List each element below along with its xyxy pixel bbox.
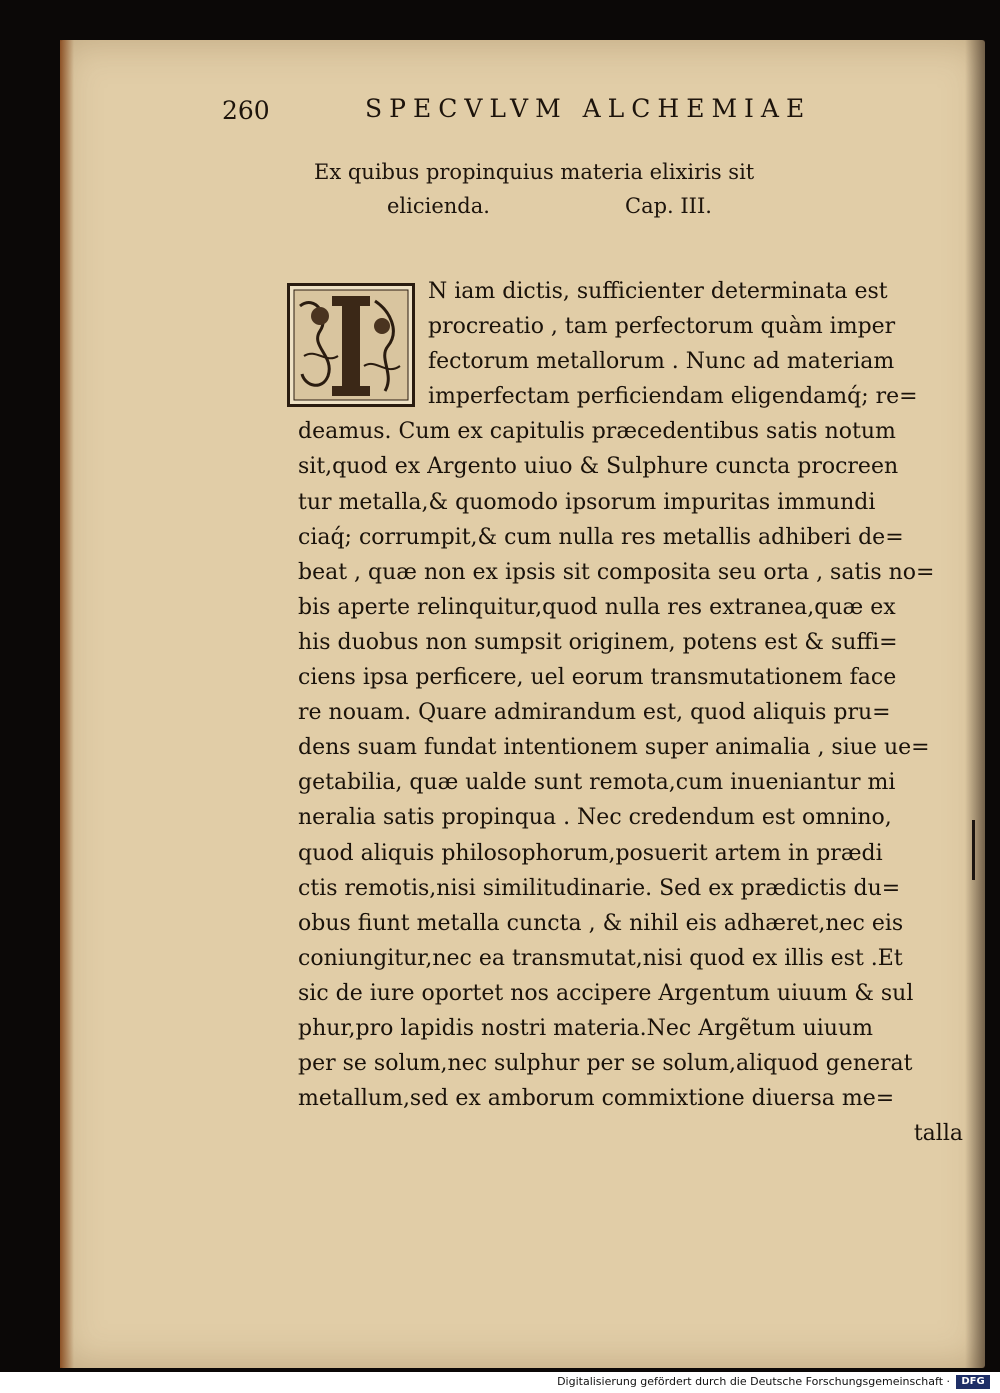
chapter-heading-line-2: [387, 189, 712, 223]
text-line: per se solum,nec sulphur per se solum,aliquod generat: [298, 1051, 913, 1077]
text-line: ciens ipsa perficere, uel eorum transmutationem face: [298, 665, 897, 691]
text-line: beat , quæ non ex ipsis sit composita seu orta , satis no=: [298, 559, 935, 585]
text-line: obus fiunt metalla cuncta , & nihil eis adhæret,nec eis: [298, 910, 904, 936]
text-line: deamus. Cum ex capitulis præcedentibus satis notum: [298, 419, 896, 445]
text-line: sic de iure oportet nos accipere Argentum uiuum & sul: [298, 980, 914, 1006]
text-line: getabilia, quæ ualde sunt remota,cum inueniantur mi: [298, 770, 896, 796]
text-line: re nouam. Quare admirandum est, quod aliquis pru=: [298, 700, 891, 726]
text-line: neralia satis propinqua . Nec credendum est omnino,: [298, 805, 892, 831]
text-line: ctis remotis,nisi similitudinarie. Sed ex prædictis du=: [298, 875, 901, 901]
text-line: N iam dictis, sufficienter determinata est: [428, 279, 888, 304]
chapter-heading-line-1: Ex quibus propinquius materia elixiris sit: [314, 160, 755, 184]
text-line: metallum,sed ex amborum commixtione diuersa me=: [298, 1086, 895, 1112]
text-line: phur,pro lapidis nostri materia.Nec Argẽtum uiuum: [298, 1015, 873, 1041]
catchword: talla: [913, 1121, 963, 1147]
text-line: his duobus non sumpsit originem, potens est & suffi=: [298, 629, 898, 655]
chapter-heading-line-2-text: elicienda.: [387, 194, 490, 218]
text-line: sit,quod ex Argento uiuo & Sulphure cuncta procreen: [298, 454, 899, 480]
chapter-number: Cap. III.: [625, 194, 712, 218]
page-edge-shadow: [965, 40, 985, 1368]
text-line: ciaq́; corrumpit,& cum nulla res metallis adhiberi de=: [298, 524, 904, 550]
running-title: SPECVLVM ALCHEMIAE: [365, 94, 812, 123]
footer-bar: [0, 1372, 1000, 1393]
margin-mark: [972, 820, 975, 880]
text-line: quod aliquis philosophorum,posuerit artem in prædi: [298, 840, 883, 866]
text-line: tur metalla,& quomodo ipsorum impuritas immundi: [298, 489, 876, 515]
text-line: procreatio , tam perfectorum quàm imper: [428, 314, 896, 340]
text-line: fectorum metallorum . Nunc ad materiam: [428, 349, 895, 375]
footer-credit: Digitalisierung gefördert durch die Deutsche Forschungsgemeinschaft ·: [557, 1375, 950, 1388]
text-line: bis aperte relinquitur,quod nulla res extranea,quæ ex: [298, 594, 896, 620]
page-number: 260: [222, 96, 270, 125]
text-line: coniungitur,nec ea transmutat,nisi quod ex illis est .Et: [298, 945, 903, 971]
dfg-logo-icon: DFG: [956, 1375, 990, 1389]
body-text: [298, 274, 963, 1151]
text-line: imperfectam perficiendam eligendamq́; re=: [428, 384, 918, 410]
text-line: dens suam fundat intentionem super animalia , siue ue=: [298, 735, 930, 761]
page-gutter-shadow: [60, 40, 74, 1368]
running-head: [222, 90, 822, 130]
